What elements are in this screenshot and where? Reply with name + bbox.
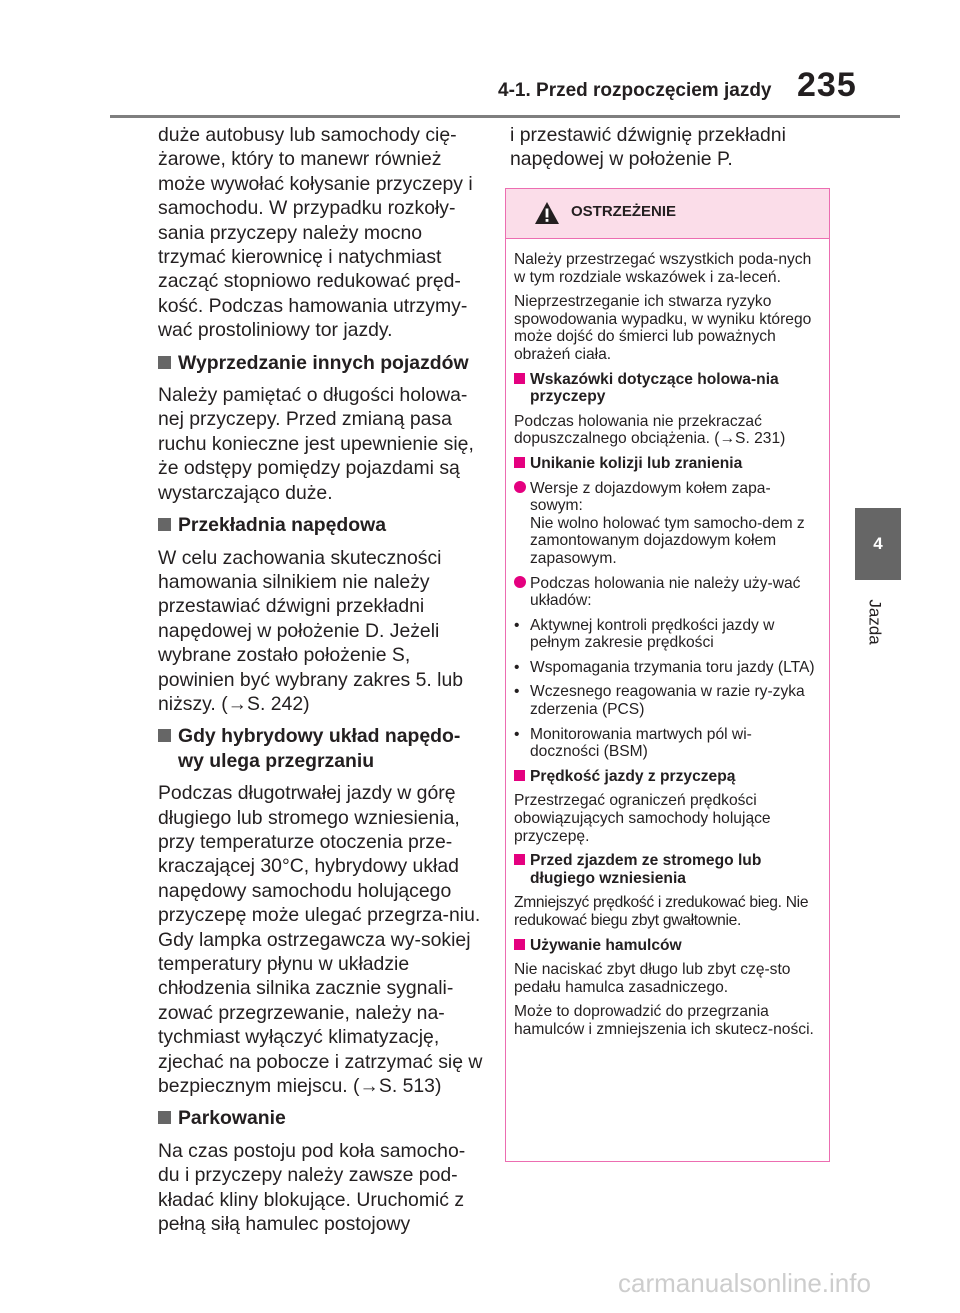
dash-item: [514, 683, 821, 718]
chapter-tab[interactable]: 4: [855, 508, 901, 580]
paragraph: Należy przestrzegać wszystkich poda-nych w tym rozdziale wskazówek i za-leceń.: [514, 251, 812, 286]
warning-title: OSTRZEŻENIE: [571, 203, 677, 220]
dash-item: [514, 659, 821, 677]
warning-heading: [514, 937, 821, 955]
paragraph: Nieprzestrzeganie ich stwarza ryzyko spowodowania wypadku, w wyniku którego może dojść do śmierci lub poważnych obrażeń ciała.: [514, 293, 812, 363]
heading-text: Gdy hybrydowy układ napędo-wy ulega przegrzaniu: [178, 725, 461, 772]
warning-box: [505, 188, 830, 1162]
warning-body: [506, 239, 829, 1039]
chapter-label-text: Jazda: [865, 599, 885, 645]
paragraph: Może to doprowadzić do przegrzania hamulców i zmniejszenia ich skutecz-ności.: [514, 1003, 814, 1038]
bullet-mark: •: [514, 725, 520, 743]
square-icon: [514, 457, 525, 468]
dash-item: [514, 726, 821, 761]
chapter-label: [860, 592, 896, 652]
section-heading: [158, 1106, 483, 1130]
warning-triangle-icon: [534, 201, 560, 225]
bullet-item: [514, 575, 821, 610]
heading-text: Przed zjazdem ze stromego lub długiego wzniesienia: [530, 852, 762, 887]
square-icon: [158, 1111, 171, 1124]
heading-text: Przekładnia napędowa: [178, 514, 386, 537]
warning-heading: [514, 371, 821, 406]
dot-icon: [514, 481, 526, 493]
heading-text: Wskazówki dotyczące holowa-nia przyczepy: [530, 370, 779, 406]
paragraph: Na czas postoju pod koła samocho-du i przyczepy należy zawsze pod-kładać kliny blokujące. Uruchomić z pełną siłą hamulec postojowy: [158, 1139, 466, 1236]
warning-heading: [514, 455, 821, 473]
heading-text: Używanie hamulców: [530, 936, 682, 954]
square-icon: [514, 939, 525, 950]
dot-icon: [514, 576, 526, 588]
warning-heading: [514, 852, 821, 887]
warning-header: [506, 189, 829, 239]
paragraph: duże autobusy lub samochody cię-żarowe, który to manewr również może wywołać kołysanie przyczepy i samochodu. W przypadku rozkoły-sania przyczepy należy mocno trzymać kierownicę i natychmiast zacząć stopniowo redukować pręd-kość. Podczas hamowania utrzymy-wać prostoliniowy tor jazdy.: [158, 124, 473, 342]
bullet-text: Nie wolno holować tym samocho-dem z zamontowanym dojazdowym kołem zapasowym.: [530, 514, 805, 567]
dash-text: Wczesnego reagowania w razie ry-zyka zderzenia (PCS): [530, 683, 805, 719]
square-icon: [158, 356, 171, 369]
section-title: 4-1. Przed rozpoczęciem jazdy: [498, 80, 772, 101]
paragraph: Przestrzegać ograniczeń prędkości obowiązujących samochody holujące przyczepę.: [514, 792, 771, 845]
dash-text: Monitorowania martwych pól wi-doczności (BSM): [530, 725, 752, 761]
bullet-mark: •: [514, 616, 520, 634]
warning-heading: [514, 768, 821, 786]
bullet-item: [514, 480, 821, 568]
heading-text: Unikanie kolizji lub zranienia: [530, 454, 743, 472]
dash-item: [514, 617, 821, 652]
square-icon: [514, 373, 525, 384]
bullet-mark: •: [514, 658, 520, 676]
paragraph: W celu zachowania skuteczności hamowania silnikiem nie należy przestawiać dźwigni przekładni napędowej w położenie D. Jeżeli wybrane zostało położenie S, powinien być wybrany zakres 5. lub niższy. (→S. 242): [158, 546, 464, 715]
square-icon: [158, 729, 171, 742]
paragraph: Zmniejszyć prędkość i zredukować bieg. Nie redukować biegu zbyt gwałtownie.: [514, 894, 809, 929]
paragraph: Podczas długotrwałej jazdy w górę długiego lub stromego wzniesienia, przy temperaturze otoczenia prze-kraczającej 30°C, hybrydowy układ napędowy samochodu holującego przyczepę może ulegać przegrza-niu. Gdy lampka ostrzegawcza wy-sokiej temperatury płynu w układzie chłodzenia silnika zacznie sygnali-zować przegrzewanie, należy na-tychmiast wyłączyć klimatyzację, zjechać na pobocze i zatrzymać się w bezpiecznym miejscu. (→S. 513): [158, 782, 483, 1098]
heading-text: Prędkość jazdy z przyczepą: [530, 767, 736, 785]
page-number: 235: [797, 66, 857, 104]
square-icon: [514, 770, 525, 781]
square-icon: [514, 854, 525, 865]
header-divider: [110, 115, 900, 118]
paragraph: Nie naciskać zbyt długo lub zbyt czę-sto pedału hamulca zasadniczego.: [514, 961, 791, 996]
bullet-text: Wersje z dojazdowym kołem zapa-sowym:: [530, 479, 771, 515]
dash-text: Wspomagania trzymania toru jazdy (LTA): [530, 658, 815, 676]
section-heading: [158, 351, 483, 375]
paragraph: i przestawić dźwignię przekładni napędowej w położenie P.: [510, 124, 786, 171]
section-heading: [158, 724, 483, 773]
watermark: carmanualsonline.info: [618, 1268, 871, 1298]
square-icon: [158, 518, 171, 531]
right-column-intro: [510, 123, 830, 172]
paragraph: Podczas holowania nie przekraczać dopuszczalnego obciążenia. (→S. 231): [514, 412, 786, 448]
dash-text: Aktywnej kontroli prędkości jazdy w pełnym zakresie prędkości: [530, 616, 775, 652]
heading-text: Wyprzedzanie innych pojazdów: [178, 351, 469, 374]
section-heading: [158, 513, 483, 537]
left-column: [158, 123, 483, 1244]
bullet-mark: •: [514, 683, 520, 701]
bullet-text: Podczas holowania nie należy uży-wać układów:: [530, 574, 801, 610]
heading-text: Parkowanie: [178, 1107, 286, 1130]
paragraph: Należy pamiętać o długości holowa-nej przyczepy. Przed zmianą pasa ruchu konieczne jest upewnienie się, że odstępy pomiędzy pojazdami są wystarczająco duże.: [158, 384, 474, 504]
